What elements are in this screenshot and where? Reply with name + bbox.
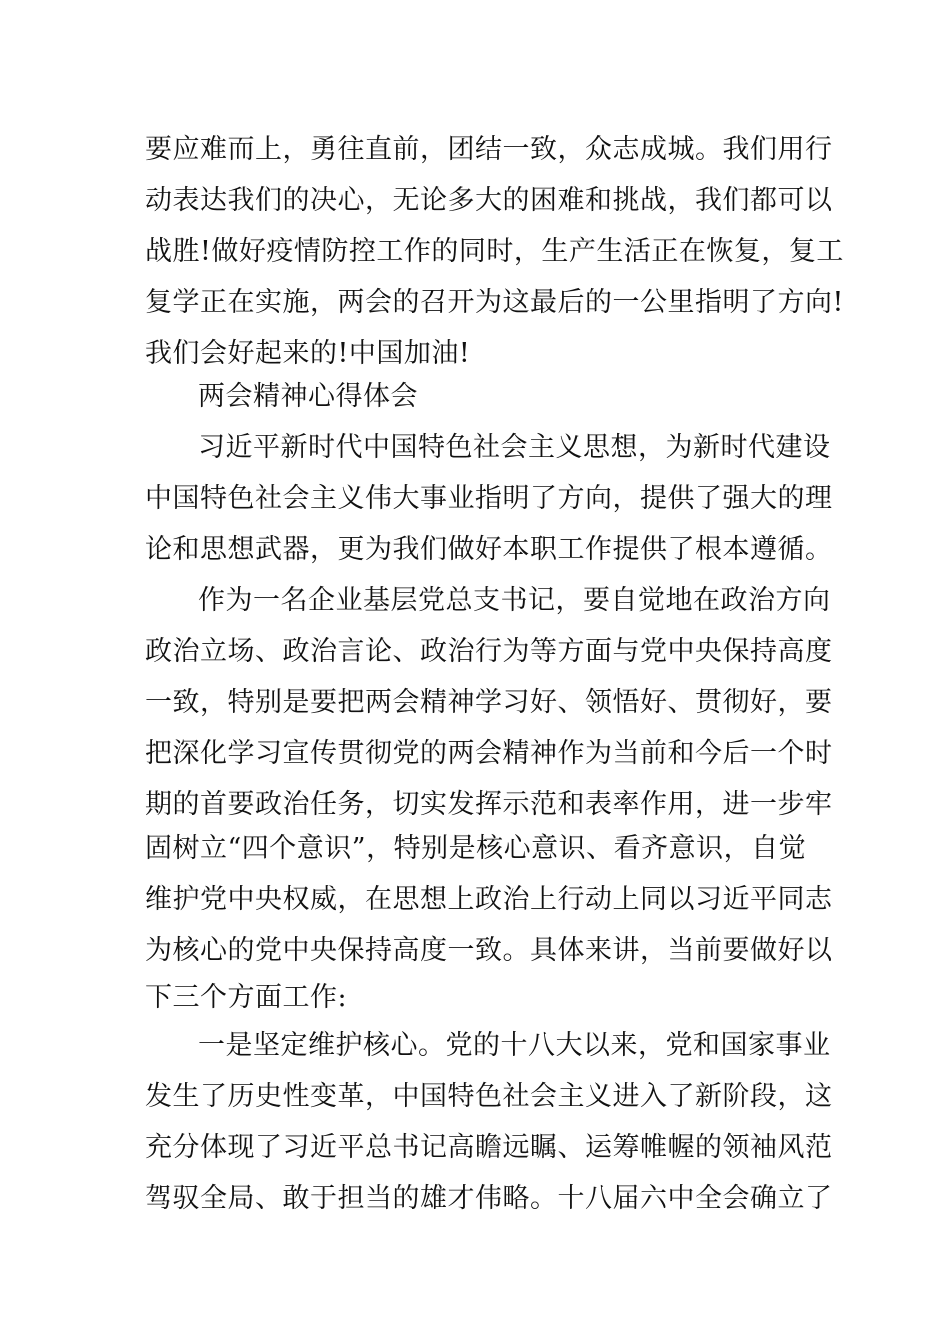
text-line: 政治立场、政治言论、政治行为等方面与党中央保持高度 (145, 636, 833, 667)
text-line: 一致，特别是要把两会精神学习好、领悟好、贯彻好，要 (145, 687, 833, 718)
section-heading: 两会精神心得体会 (198, 381, 418, 412)
text-line: 充分体现了习近平总书记高瞻远瞩、运筹帷幄的领袖风范 (145, 1132, 833, 1163)
text-line: 固树立“四个意识”，特别是核心意识、看齐意识，自觉 (145, 833, 807, 864)
text-line: 期的首要政治任务，切实发挥示范和表率作用，进一步牢 (145, 789, 833, 820)
text-line: 驾驭全局、敢于担当的雄才伟略。十八届六中全会确立了 (145, 1183, 833, 1214)
text-line: 作为一名企业基层党总支书记，要自觉地在政治方向 (198, 585, 831, 616)
text-line: 为核心的党中央保持高度一致。具体来讲，当前要做好以 (145, 935, 833, 966)
text-line: 维护党中央权威，在思想上政治上行动上同以习近平同志 (145, 884, 833, 915)
text-line: 我们会好起来的!中国加油! (145, 338, 471, 369)
text-line: 动表达我们的决心，无论多大的困难和挑战，我们都可以 (145, 185, 833, 216)
text-line: 论和思想武器，更为我们做好本职工作提供了根本遵循。 (145, 534, 833, 565)
text-line: 习近平新时代中国特色社会主义思想，为新时代建设 (198, 432, 831, 463)
text-line: 发生了历史性变革，中国特色社会主义进入了新阶段，这 (145, 1081, 833, 1112)
text-line: 下三个方面工作: (145, 982, 348, 1013)
text-line: 把深化学习宣传贯彻党的两会精神作为当前和今后一个时 (145, 738, 833, 769)
text-line: 复学正在实施，两会的召开为这最后的一公里指明了方向! (145, 287, 844, 318)
text-line: 要应难而上，勇往直前，团结一致，众志成城。我们用行 (145, 134, 833, 165)
text-line: 一是坚定维护核心。党的十八大以来，党和国家事业 (198, 1030, 831, 1061)
text-line: 战胜!做好疫情防控工作的同时，生产生活正在恢复，复工 (145, 236, 844, 267)
text-line: 中国特色社会主义伟大事业指明了方向，提供了强大的理 (145, 483, 833, 514)
